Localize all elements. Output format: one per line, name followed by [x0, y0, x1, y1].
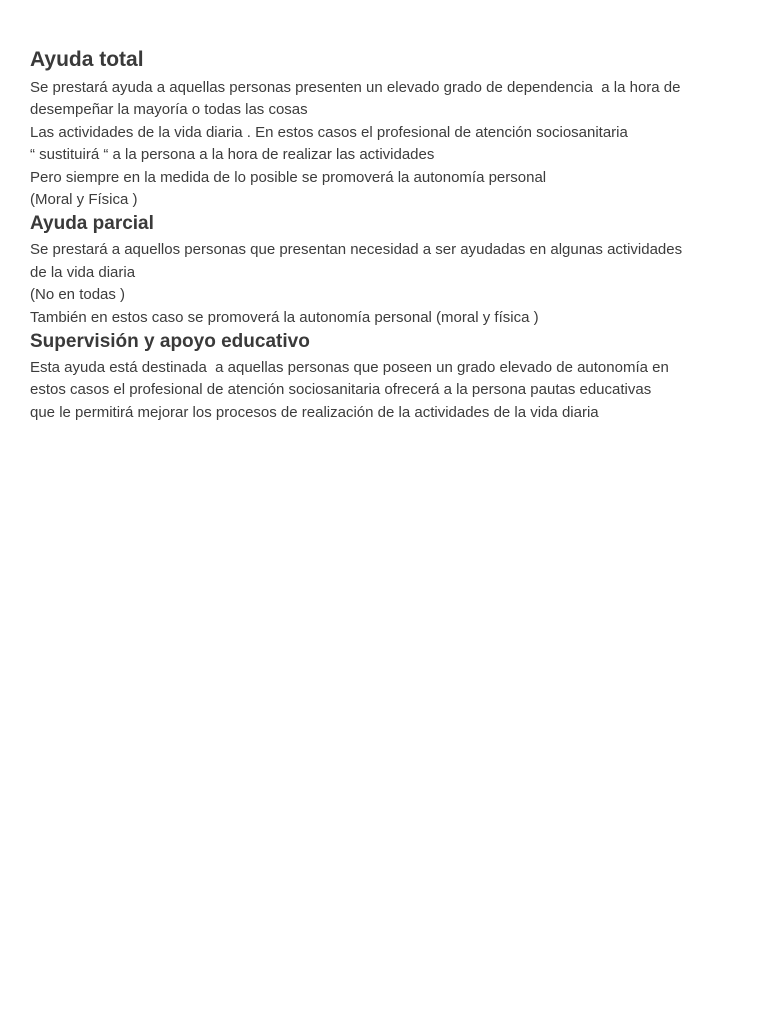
- text-line: desempeñar la mayoría o todas las cosas: [30, 101, 308, 119]
- text-line: “ sustituirá “ a la persona a la hora de realizar las actividades: [30, 146, 435, 164]
- text-line: (No en todas ): [30, 286, 126, 304]
- section-ayuda-total: [30, 46, 742, 211]
- text-line: Esta ayuda está destinada a aquellas personas que poseen un grado elevado de autonomía en: [30, 359, 669, 377]
- section-supervision: [30, 330, 742, 424]
- text-line: Se prestará ayuda a aquellas personas presenten un elevado grado de dependencia a la hora de: [30, 79, 681, 96]
- section-body: [30, 357, 742, 424]
- section-title: Ayuda parcial: [30, 213, 154, 235]
- section-title: Ayuda total: [30, 48, 144, 71]
- text-line: Se prestará a aquellos personas que presentan necesidad a ser ayudadas en algunas actividades: [30, 241, 683, 259]
- section-title: Supervisión y apoyo educativo: [30, 331, 310, 353]
- note-content: [30, 46, 742, 424]
- text-line: (Moral y Física ): [30, 191, 138, 209]
- section-ayuda-parcial: [30, 212, 742, 329]
- text-line: También en estos caso se promoverá la autonomía personal (moral y física ): [30, 308, 539, 326]
- section-body: [30, 77, 742, 211]
- text-line: Las actividades de la vida diaria . En estos casos el profesional de atención sociosanitaria: [30, 123, 628, 141]
- section-body: [30, 239, 742, 329]
- text-line: estos casos el profesional de atención sociosanitaria ofrecerá a la persona pautas educativas: [30, 381, 652, 399]
- text-line: que le permitirá mejorar los procesos de realización de la actividades de la vida diaria: [30, 403, 599, 421]
- text-line: de la vida diaria: [30, 263, 136, 281]
- text-line: Pero siempre en la medida de lo posible se promoverá la autonomía personal: [30, 168, 547, 186]
